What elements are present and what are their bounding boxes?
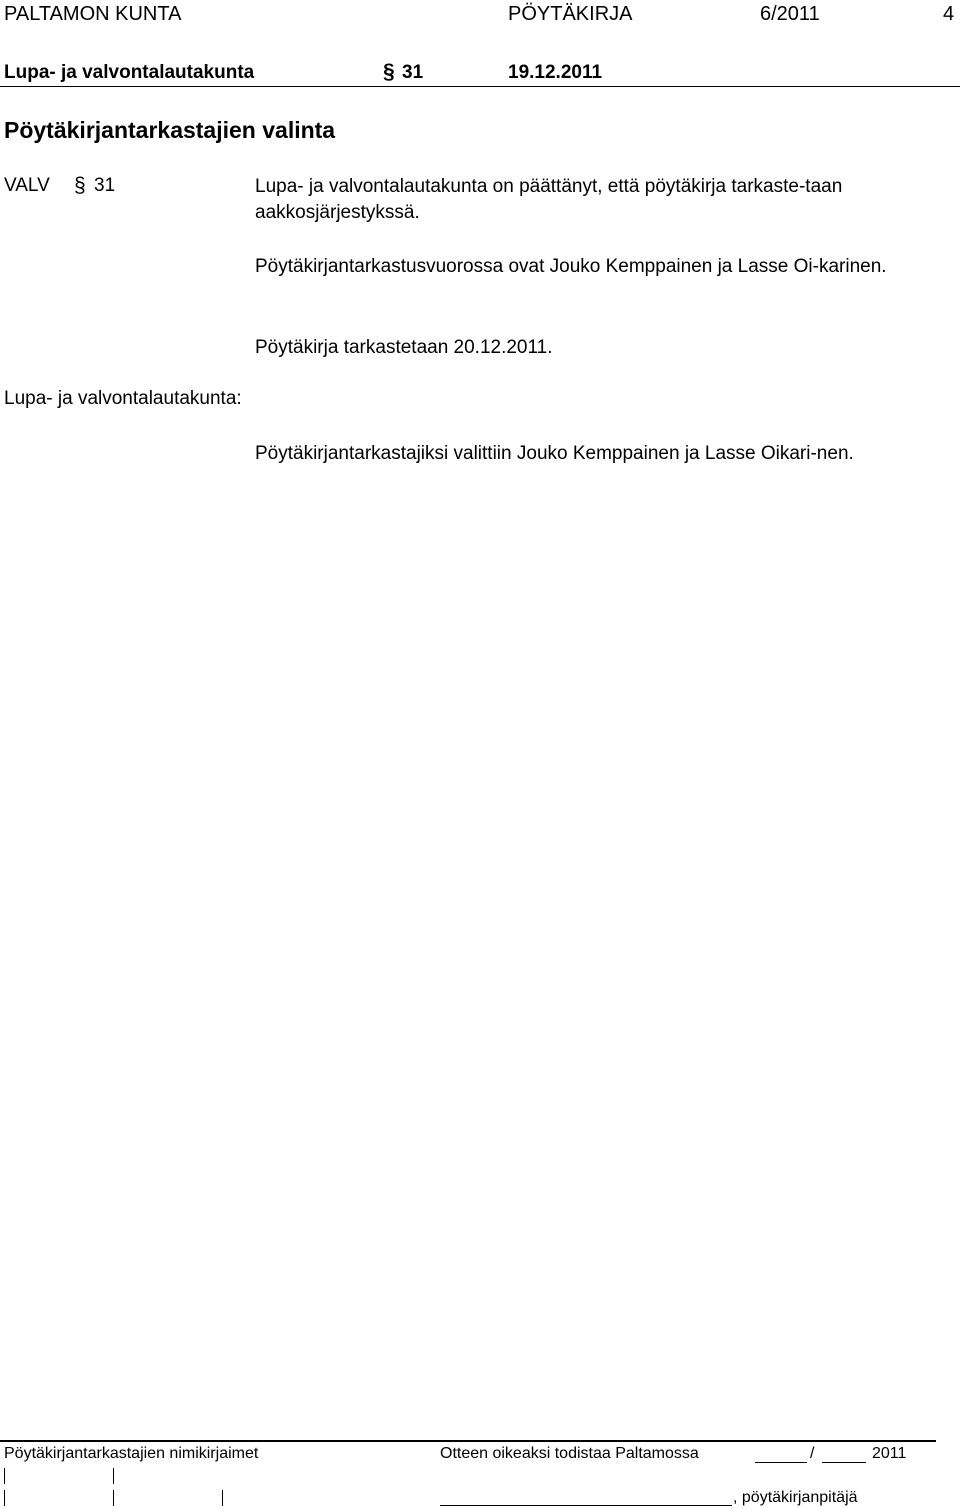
document-number: 6/2011	[760, 3, 820, 25]
header-rule	[0, 86, 960, 87]
initials-divider	[4, 1490, 5, 1506]
secretary-label: , pöytäkirjanpitäjä	[733, 1489, 858, 1506]
initials-divider	[113, 1490, 114, 1506]
decision-label: Lupa- ja valvontalautakunta:	[4, 388, 242, 409]
decision-text: Pöytäkirjantarkastajiksi valittiin Jouko Kemppainen ja Lasse Oikari-nen.	[255, 443, 854, 464]
section-number: 31	[402, 62, 424, 83]
paragraph-2: Pöytäkirjantarkastusvuorossa ovat Jouko Kemppainen ja Lasse Oi-karinen.	[255, 256, 887, 277]
initials-divider	[4, 1468, 5, 1484]
page-number: 4	[943, 3, 955, 25]
paragraph-3: Pöytäkirja tarkastetaan 20.12.2011.	[255, 337, 553, 358]
initials-divider	[113, 1468, 114, 1484]
meeting-date: 19.12.2011	[508, 62, 603, 83]
section-id-number: 31	[94, 175, 116, 196]
footer-year: 2011	[872, 1445, 907, 1462]
section-id-label: VALV	[4, 175, 50, 196]
month-blank-line	[822, 1462, 866, 1463]
municipality-name: PALTAMON KUNTA	[4, 3, 182, 25]
footer-certify-text: Otteen oikeaksi todistaa Paltamossa	[440, 1445, 699, 1462]
signature-line	[440, 1505, 732, 1506]
section-id-sign-icon: §	[74, 174, 86, 197]
committee-name: Lupa- ja valvontalautakunta	[4, 62, 255, 83]
section-title: Pöytäkirjantarkastajien valinta	[4, 117, 336, 143]
footer-rule	[0, 1440, 936, 1442]
initials-divider	[222, 1490, 223, 1506]
section-sign-icon: §	[383, 60, 395, 83]
footer-slash: /	[810, 1445, 815, 1462]
document-type: PÖYTÄKIRJA	[508, 3, 633, 25]
paragraph-1: Lupa- ja valvontalautakunta on päättänyt, että pöytäkirja tarkaste-taan aakkosjärjestykssä.	[255, 176, 843, 223]
footer-initials-label: Pöytäkirjantarkastajien nimikirjaimet	[4, 1445, 259, 1462]
day-blank-line	[755, 1462, 807, 1463]
